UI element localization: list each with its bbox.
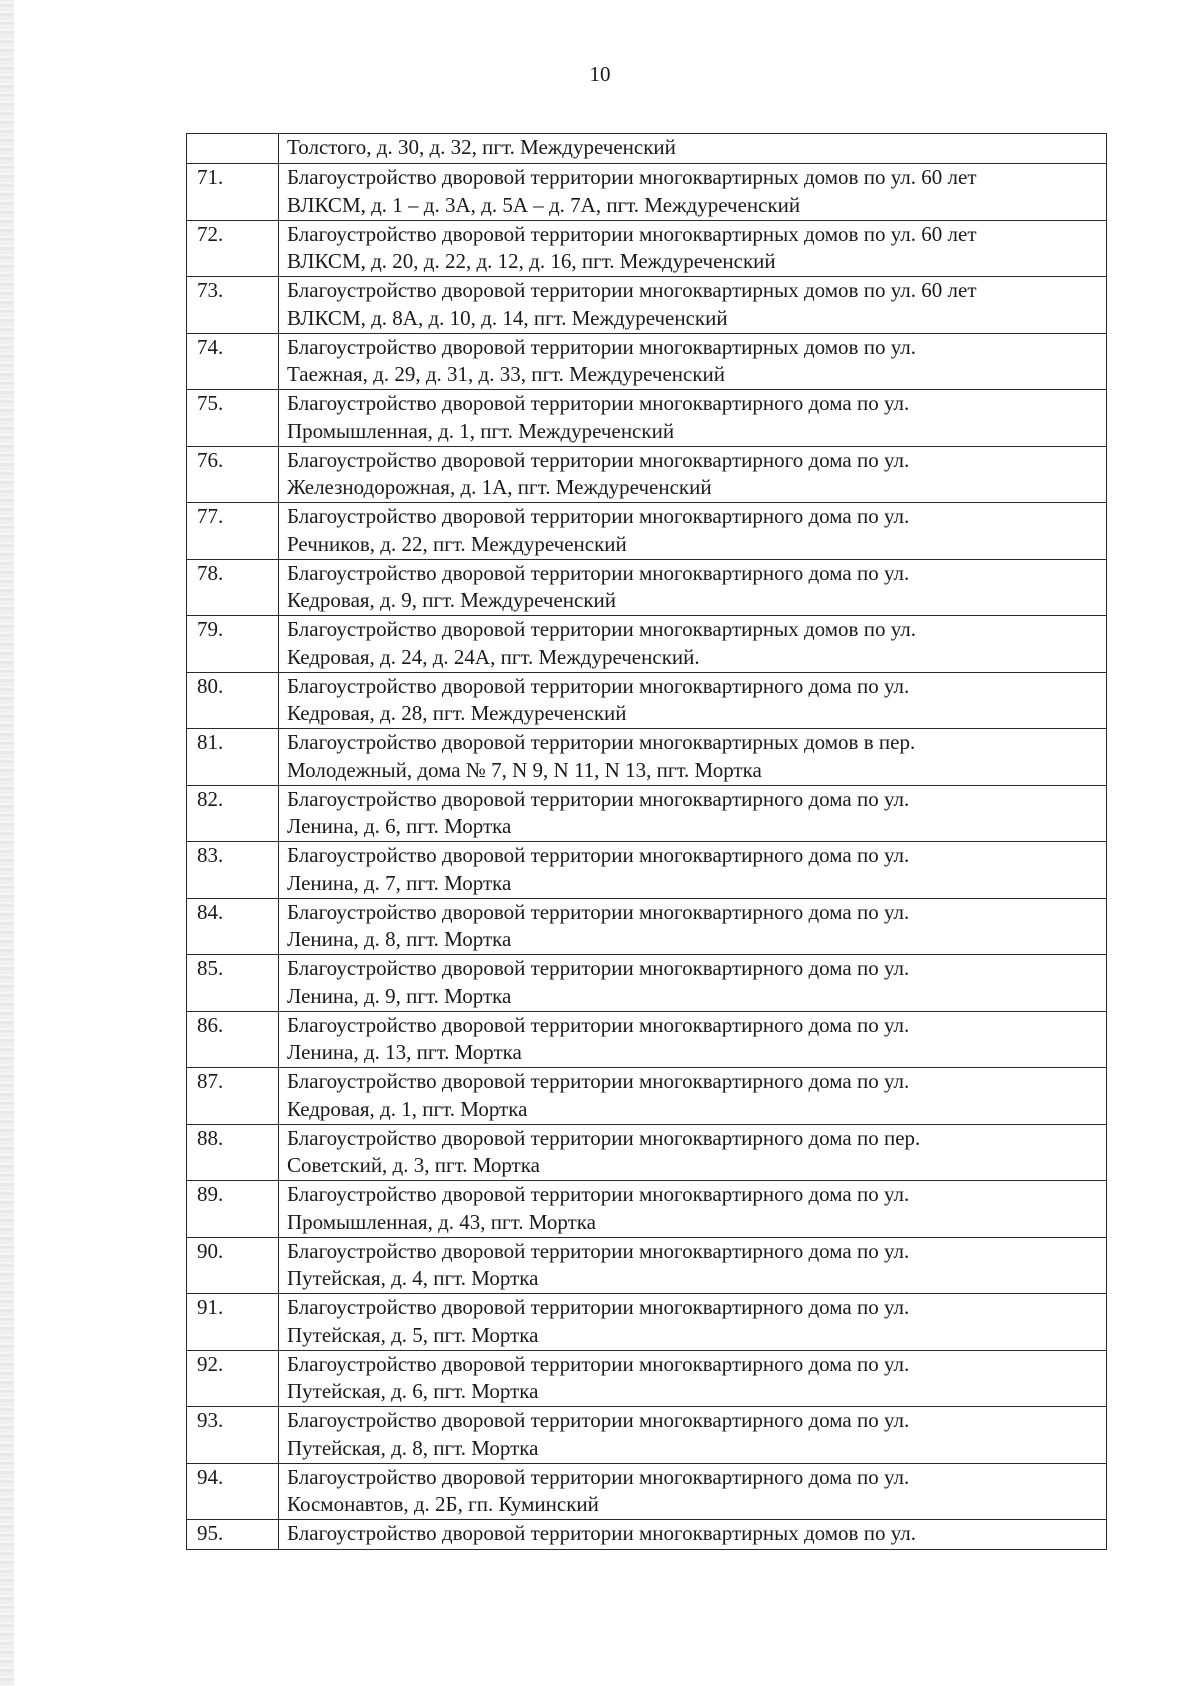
row-number: 82. <box>187 785 279 842</box>
table-row <box>187 559 1107 616</box>
description-line: Путейская, д. 5, пгт. Мортка <box>287 1322 539 1347</box>
description-line: Молодежный, дома № 7, N 9, N 11, N 13, пгт. Мортка <box>287 757 762 782</box>
row-description <box>279 955 1107 1012</box>
description-line: Ленина, д. 8, пгт. Мортка <box>287 927 512 951</box>
description-line: Благоустройство дворовой территории многоквартирного дома по ул. <box>287 1464 910 1489</box>
table-row <box>187 616 1107 673</box>
row-description <box>279 1294 1107 1351</box>
description-line: Благоустройство дворовой территории многоквартирных домов по ул. 60 лет <box>287 221 977 246</box>
description-line: Благоустройство дворовой территории многоквартирного дома по ул. <box>287 447 910 472</box>
row-description <box>279 1181 1107 1238</box>
row-description <box>279 1237 1107 1294</box>
row-number: 80. <box>187 672 279 729</box>
row-number: 86. <box>187 1011 279 1068</box>
row-description <box>279 1011 1107 1068</box>
description-line: Путейская, д. 6, пгт. Мортка <box>287 1379 539 1403</box>
description-line: Речников, д. 22, пгт. Междуреченский <box>287 531 627 556</box>
description-line: Благоустройство дворовой территории многоквартирного дома по ул. <box>287 1238 910 1263</box>
description-line: Промышленная, д. 43, пгт. Мортка <box>287 1209 596 1234</box>
description-line: Кедровая, д. 1, пгт. Мортка <box>287 1096 528 1121</box>
row-number: 87. <box>187 1068 279 1125</box>
description-line: Благоустройство дворовой территории многоквартирного дома по ул. <box>287 673 910 698</box>
row-number: 84. <box>187 898 279 955</box>
row-number: 89. <box>187 1181 279 1238</box>
row-number: 91. <box>187 1294 279 1351</box>
table-row <box>187 220 1107 277</box>
row-description <box>279 1068 1107 1125</box>
table-row <box>187 1407 1107 1464</box>
description-line: Благоустройство дворовой территории многоквартирных домов в пер. <box>287 730 916 754</box>
row-description <box>279 277 1107 334</box>
description-line: Благоустройство дворовой территории многоквартирных домов по ул. 60 лет <box>287 165 977 189</box>
description-line: Благоустройство дворовой территории многоквартирного дома по ул. <box>287 391 910 415</box>
row-number: 92. <box>187 1350 279 1407</box>
description-line: Благоустройство дворовой территории многоквартирных домов по ул. <box>287 617 917 641</box>
table-row <box>187 1237 1107 1294</box>
description-line: Благоустройство дворовой территории многоквартирных домов по ул. 60 лет <box>287 278 977 302</box>
description-line: Путейская, д. 8, пгт. Мортка <box>287 1435 539 1460</box>
row-number: 93. <box>187 1407 279 1464</box>
description-line: ВЛКСМ, д. 1 – д. 3А, д. 5А – д. 7А, пгт. Междуреченский <box>287 192 801 217</box>
description-line: Кедровая, д. 28, пгт. Междуреченский <box>287 701 627 725</box>
description-line: Благоустройство дворовой территории многоквартирного дома по ул. <box>287 956 910 980</box>
description-line: ВЛКСМ, д. 20, д. 22, д. 12, д. 16, пгт. Междуреченский <box>287 249 776 273</box>
row-description <box>279 1124 1107 1181</box>
description-line: Промышленная, д. 1, пгт. Междуреченский <box>287 418 675 443</box>
table-row <box>187 503 1107 560</box>
description-line: Ленина, д. 6, пгт. Мортка <box>287 814 512 838</box>
table-row <box>187 446 1107 503</box>
table-row <box>187 842 1107 899</box>
row-description <box>279 1520 1107 1550</box>
row-number: 75. <box>187 390 279 447</box>
row-description <box>279 842 1107 899</box>
description-line: Благоустройство дворовой территории многоквартирного дома по ул. <box>287 843 910 867</box>
description-line: Советский, д. 3, пгт. Мортка <box>287 1153 540 1177</box>
table-row <box>187 1463 1107 1520</box>
row-number: 85. <box>187 955 279 1012</box>
row-number: 77. <box>187 503 279 560</box>
table-row <box>187 672 1107 729</box>
row-number: 95. <box>187 1520 279 1550</box>
scan-edge <box>0 0 14 1686</box>
table-row <box>187 785 1107 842</box>
description-line: Благоустройство дворовой территории многоквартирного дома по ул. <box>287 560 910 585</box>
row-number: 72. <box>187 220 279 277</box>
row-number <box>187 134 279 164</box>
description-line: Ленина, д. 13, пгт. Мортка <box>287 1040 522 1064</box>
row-number: 94. <box>187 1463 279 1520</box>
row-description <box>279 1407 1107 1464</box>
row-number: 76. <box>187 446 279 503</box>
row-description <box>279 164 1107 221</box>
row-number: 74. <box>187 333 279 390</box>
description-line: Благоустройство дворовой территории многоквартирных домов по ул. <box>287 1521 917 1545</box>
table-row <box>187 1124 1107 1181</box>
table-row <box>187 164 1107 221</box>
table-row <box>187 1520 1107 1550</box>
description-line: Благоустройство дворовой территории многоквартирного дома по ул. <box>287 1351 910 1376</box>
description-line: Благоустройство дворовой территории многоквартирного дома по ул. <box>287 899 910 924</box>
table-row <box>187 1068 1107 1125</box>
table-row <box>187 898 1107 955</box>
row-description <box>279 333 1107 390</box>
row-number: 83. <box>187 842 279 899</box>
description-line: Благоустройство дворовой территории многоквартирного дома по ул. <box>287 1069 910 1093</box>
description-line: Благоустройство дворовой территории многоквартирного дома по пер. <box>287 1125 921 1150</box>
description-line: Благоустройство дворовой территории многоквартирного дома по ул. <box>287 1012 910 1037</box>
row-description <box>279 559 1107 616</box>
description-line: Таежная, д. 29, д. 31, д. 33, пгт. Междуреченский <box>287 362 726 386</box>
description-line: Благоустройство дворовой территории многоквартирного дома по ул. <box>287 786 910 811</box>
description-line: Благоустройство дворовой территории многоквартирного дома по ул. <box>287 504 910 528</box>
row-description <box>279 446 1107 503</box>
description-line: Путейская, д. 4, пгт. Мортка <box>287 1266 539 1290</box>
description-line: ВЛКСМ, д. 8А, д. 10, д. 14, пгт. Междуреченский <box>287 305 728 330</box>
row-description <box>279 1350 1107 1407</box>
row-description <box>279 616 1107 673</box>
table-row <box>187 1011 1107 1068</box>
table-row <box>187 955 1107 1012</box>
description-line: Благоустройство дворовой территории многоквартирных домов по ул. <box>287 334 917 359</box>
row-number: 81. <box>187 729 279 786</box>
description-line: Благоустройство дворовой территории многоквартирного дома по ул. <box>287 1295 910 1319</box>
table-row <box>187 1350 1107 1407</box>
row-description <box>279 729 1107 786</box>
row-description <box>279 503 1107 560</box>
row-description <box>279 672 1107 729</box>
description-line: Ленина, д. 7, пгт. Мортка <box>287 870 512 895</box>
row-description <box>279 134 1107 164</box>
row-number: 73. <box>187 277 279 334</box>
table-row <box>187 277 1107 334</box>
row-description <box>279 1463 1107 1520</box>
row-number: 79. <box>187 616 279 673</box>
row-description <box>279 220 1107 277</box>
row-description <box>279 785 1107 842</box>
description-line: Кедровая, д. 24, д. 24А, пгт. Междуреченский. <box>287 644 700 669</box>
row-description <box>279 898 1107 955</box>
row-number: 78. <box>187 559 279 616</box>
row-description <box>279 390 1107 447</box>
page-number: 10 <box>589 62 611 86</box>
description-line: Кедровая, д. 9, пгт. Междуреченский <box>287 588 617 612</box>
table-row <box>187 134 1107 164</box>
row-number: 90. <box>187 1237 279 1294</box>
objects-table <box>186 133 1107 1550</box>
description-line: Космонавтов, д. 2Б, гп. Куминский <box>287 1492 599 1516</box>
description-line: Благоустройство дворовой территории многоквартирного дома по ул. <box>287 1182 910 1206</box>
description-line: Ленина, д. 9, пгт. Мортка <box>287 983 512 1008</box>
description-line: Благоустройство дворовой территории многоквартирного дома по ул. <box>287 1408 910 1432</box>
table-row <box>187 390 1107 447</box>
table-row <box>187 333 1107 390</box>
description-line: Толстого, д. 30, д. 32, пгт. Междуреченский <box>287 135 676 159</box>
table-row <box>187 729 1107 786</box>
description-line: Железнодорожная, д. 1А, пгт. Междуреченский <box>287 475 712 499</box>
row-number: 71. <box>187 164 279 221</box>
row-number: 88. <box>187 1124 279 1181</box>
table-row <box>187 1181 1107 1238</box>
table-row <box>187 1294 1107 1351</box>
